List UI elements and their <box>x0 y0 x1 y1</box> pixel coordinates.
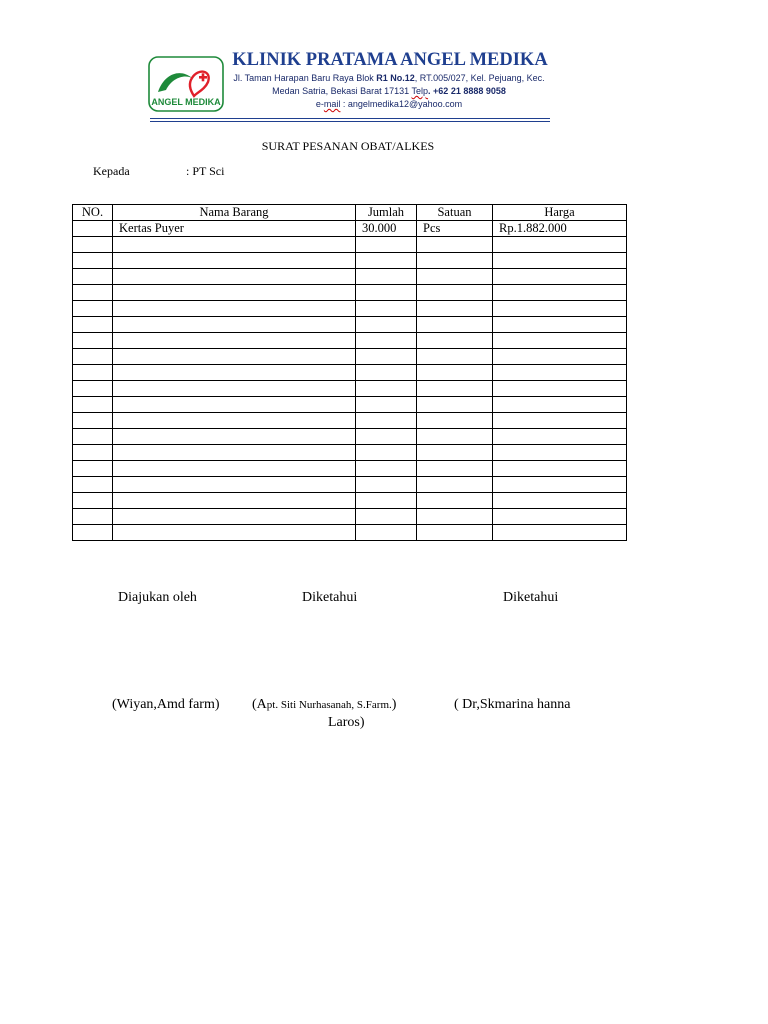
cell-item <box>113 349 356 365</box>
cell-price: Rp.1.882.000 <box>493 221 627 237</box>
cell-no <box>73 429 113 445</box>
cell-qty <box>356 525 417 541</box>
cell-no <box>73 509 113 525</box>
cell-no <box>73 365 113 381</box>
cell-price <box>493 493 627 509</box>
cell-unit <box>417 301 493 317</box>
cell-item <box>113 269 356 285</box>
table-row <box>73 477 627 493</box>
cell-price <box>493 461 627 477</box>
table-row <box>73 525 627 541</box>
cell-no <box>73 445 113 461</box>
cell-item <box>113 285 356 301</box>
cell-item <box>113 365 356 381</box>
acknowledged-label-1: Diketahui <box>302 590 358 605</box>
table-row <box>73 333 627 349</box>
cell-item <box>113 493 356 509</box>
email-line: e-mail : angelmedika12@yahoo.com <box>315 99 463 109</box>
cell-item <box>113 253 356 269</box>
col-header-price: Harga <box>493 205 627 221</box>
signer-3-name: ( Dr,Skmarina hanna <box>454 697 571 712</box>
cell-unit: Pcs <box>417 221 493 237</box>
cell-price <box>493 509 627 525</box>
cell-item <box>113 413 356 429</box>
table-row <box>73 301 627 317</box>
cell-unit <box>417 333 493 349</box>
table-row <box>73 397 627 413</box>
cell-qty: 30.000 <box>356 221 417 237</box>
cell-unit <box>417 509 493 525</box>
signer-3-name-cont: Laros) <box>328 715 365 730</box>
table-row <box>73 349 627 365</box>
cell-no <box>73 333 113 349</box>
cell-unit <box>417 413 493 429</box>
table-row <box>73 445 627 461</box>
cell-unit <box>417 237 493 253</box>
cell-no <box>73 525 113 541</box>
cell-unit <box>417 477 493 493</box>
col-header-unit: Satuan <box>417 205 493 221</box>
cell-item <box>113 525 356 541</box>
cell-qty <box>356 253 417 269</box>
table-header-row <box>73 205 627 221</box>
cell-unit <box>417 253 493 269</box>
cell-price <box>493 397 627 413</box>
recipient-value: : PT Sci <box>186 164 225 178</box>
cell-unit <box>417 349 493 365</box>
cell-no <box>73 221 113 237</box>
col-header-item: Nama Barang <box>113 205 356 221</box>
clinic-logo <box>148 56 224 112</box>
table-row <box>73 365 627 381</box>
cell-price <box>493 525 627 541</box>
cell-no <box>73 237 113 253</box>
cell-unit <box>417 525 493 541</box>
cell-price <box>493 285 627 301</box>
cell-qty <box>356 445 417 461</box>
cell-unit <box>417 381 493 397</box>
cell-item <box>113 333 356 349</box>
col-header-no: NO. <box>73 205 113 221</box>
cell-qty <box>356 285 417 301</box>
cell-price <box>493 269 627 285</box>
cell-no <box>73 413 113 429</box>
cell-qty <box>356 301 417 317</box>
table-row <box>73 237 627 253</box>
cell-no <box>73 477 113 493</box>
cell-price <box>493 445 627 461</box>
cell-no <box>73 397 113 413</box>
cell-price <box>493 349 627 365</box>
cell-no <box>73 301 113 317</box>
cell-unit <box>417 493 493 509</box>
cell-no <box>73 349 113 365</box>
cell-qty <box>356 429 417 445</box>
cell-item <box>113 237 356 253</box>
cell-price <box>493 381 627 397</box>
cell-price <box>493 253 627 269</box>
table-row <box>73 317 627 333</box>
cell-unit <box>417 461 493 477</box>
table-row <box>73 461 627 477</box>
cell-price <box>493 301 627 317</box>
table-row <box>73 269 627 285</box>
cell-price <box>493 237 627 253</box>
cell-item <box>113 397 356 413</box>
cell-qty <box>356 317 417 333</box>
cell-qty <box>356 333 417 349</box>
cell-qty <box>356 397 417 413</box>
cell-price <box>493 413 627 429</box>
logo-text: ANGEL MEDIKA <box>151 97 221 107</box>
cell-item <box>113 509 356 525</box>
cell-no <box>73 253 113 269</box>
cell-qty <box>356 509 417 525</box>
cell-unit <box>417 269 493 285</box>
table-row <box>73 493 627 509</box>
cell-price <box>493 317 627 333</box>
signer-1-name: (Wiyan,Amd farm) <box>112 697 220 712</box>
cell-item <box>113 381 356 397</box>
table-row <box>73 221 627 237</box>
cell-qty <box>356 493 417 509</box>
cell-unit <box>417 397 493 413</box>
col-header-qty: Jumlah <box>356 205 417 221</box>
cell-item <box>113 461 356 477</box>
header-rule <box>150 118 550 119</box>
cell-unit <box>417 285 493 301</box>
acknowledged-label-2: Diketahui <box>503 590 559 605</box>
table-row <box>73 413 627 429</box>
cell-unit <box>417 365 493 381</box>
cell-item: Kertas Puyer <box>113 221 356 237</box>
table-row <box>73 285 627 301</box>
table-row <box>73 429 627 445</box>
table-row <box>73 381 627 397</box>
clinic-name: KLINIK PRATAMA ANGEL MEDIKA <box>232 50 548 70</box>
cell-unit <box>417 445 493 461</box>
cell-item <box>113 301 356 317</box>
table-row <box>73 253 627 269</box>
cell-qty <box>356 413 417 429</box>
cell-qty <box>356 477 417 493</box>
document-title: SURAT PESANAN OBAT/ALKES <box>261 139 435 153</box>
cell-price <box>493 365 627 381</box>
cell-item <box>113 477 356 493</box>
cell-qty <box>356 237 417 253</box>
cell-unit <box>417 429 493 445</box>
cell-price <box>493 477 627 493</box>
cell-price <box>493 429 627 445</box>
cell-no <box>73 493 113 509</box>
table-row <box>73 509 627 525</box>
address-line-1: Jl. Taman Harapan Baru Raya Blok R1 No.12, RT.005/027, Kel. Pejuang, Kec. <box>233 73 545 83</box>
cell-no <box>73 381 113 397</box>
cell-price <box>493 333 627 349</box>
cell-item <box>113 445 356 461</box>
address-line-2: Medan Satria, Bekasi Barat 17131 Telp. +62 21 8888 9058 <box>272 86 506 96</box>
letterhead <box>148 50 550 122</box>
cell-qty <box>356 269 417 285</box>
order-table <box>72 204 627 541</box>
cell-qty <box>356 381 417 397</box>
recipient-label: Kepada <box>93 164 130 178</box>
cell-qty <box>356 365 417 381</box>
submitted-by-label: Diajukan oleh <box>118 590 197 605</box>
cell-no <box>73 269 113 285</box>
header-rule-double <box>150 121 550 122</box>
cell-no <box>73 461 113 477</box>
signer-2-name: (Apt. Siti Nurhasanah, S.Farm.) <box>252 697 397 712</box>
cell-no <box>73 317 113 333</box>
cell-no <box>73 285 113 301</box>
cell-item <box>113 317 356 333</box>
cell-unit <box>417 317 493 333</box>
cell-item <box>113 429 356 445</box>
cell-qty <box>356 461 417 477</box>
cell-qty <box>356 349 417 365</box>
